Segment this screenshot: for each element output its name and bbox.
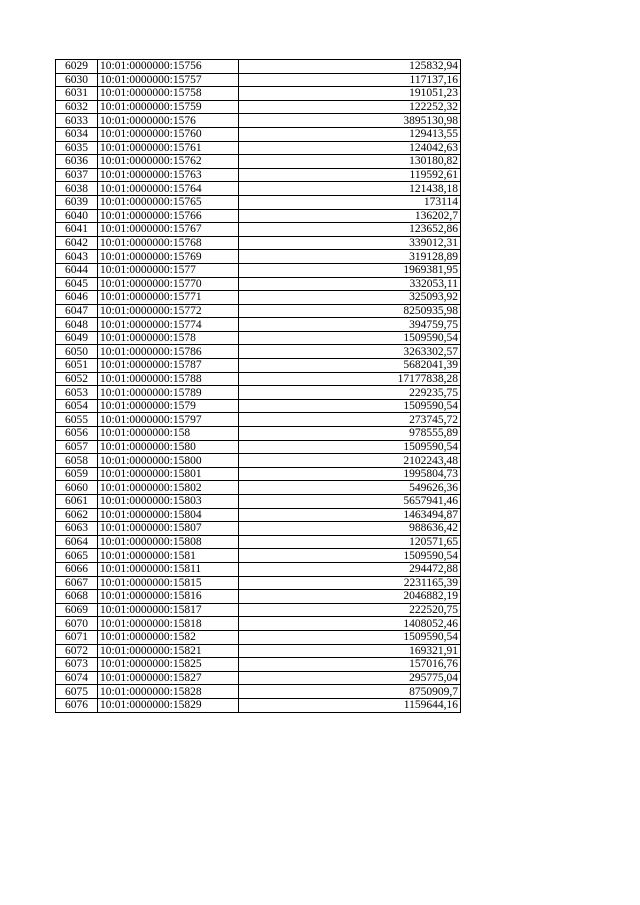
row-number-cell: 6048 bbox=[56, 318, 98, 332]
row-number-cell: 6065 bbox=[56, 549, 98, 563]
cadastral-number-cell: 10:01:0000000:15768 bbox=[98, 236, 239, 250]
table-row bbox=[56, 277, 461, 291]
cadastral-value-cell: 1509590,54 bbox=[239, 549, 461, 563]
cadastral-number-cell: 10:01:0000000:15770 bbox=[98, 277, 239, 291]
cadastral-number-cell: 10:01:0000000:15827 bbox=[98, 671, 239, 685]
row-number-cell: 6045 bbox=[56, 277, 98, 291]
cadastral-value-cell: 273745,72 bbox=[239, 413, 461, 427]
cadastral-number-cell: 10:01:0000000:15786 bbox=[98, 345, 239, 359]
cadastral-value-cell: 1463494,87 bbox=[239, 508, 461, 522]
cadastral-number-cell: 10:01:0000000:15767 bbox=[98, 223, 239, 237]
cadastral-value-cell: 3895130,98 bbox=[239, 114, 461, 128]
row-number-cell: 6047 bbox=[56, 304, 98, 318]
cadastral-number-cell: 10:01:0000000:1580 bbox=[98, 440, 239, 454]
cadastral-number-cell: 10:01:0000000:15818 bbox=[98, 617, 239, 631]
cadastral-number-cell: 10:01:0000000:15802 bbox=[98, 481, 239, 495]
row-number-cell: 6051 bbox=[56, 359, 98, 373]
row-number-cell: 6053 bbox=[56, 386, 98, 400]
table-row bbox=[56, 617, 461, 631]
table-row bbox=[56, 467, 461, 481]
row-number-cell: 6072 bbox=[56, 644, 98, 658]
cadastral-number-cell: 10:01:0000000:15756 bbox=[98, 60, 239, 74]
cadastral-value-cell: 2102243,48 bbox=[239, 454, 461, 468]
row-number-cell: 6061 bbox=[56, 495, 98, 509]
cadastral-value-cell: 319128,89 bbox=[239, 250, 461, 264]
cadastral-number-cell: 10:01:0000000:15764 bbox=[98, 182, 239, 196]
cadastral-number-cell: 10:01:0000000:15762 bbox=[98, 155, 239, 169]
table-row bbox=[56, 359, 461, 373]
row-number-cell: 6036 bbox=[56, 155, 98, 169]
row-number-cell: 6049 bbox=[56, 331, 98, 345]
cadastral-number-cell: 10:01:0000000:15774 bbox=[98, 318, 239, 332]
row-number-cell: 6039 bbox=[56, 195, 98, 209]
cadastral-number-cell: 10:01:0000000:15760 bbox=[98, 127, 239, 141]
cadastral-number-cell: 10:01:0000000:15804 bbox=[98, 508, 239, 522]
cadastral-value-cell: 5657941,46 bbox=[239, 495, 461, 509]
cadastral-value-cell: 2046882,19 bbox=[239, 590, 461, 604]
row-number-cell: 6037 bbox=[56, 168, 98, 182]
table-row bbox=[56, 630, 461, 644]
row-number-cell: 6074 bbox=[56, 671, 98, 685]
cadastral-number-cell: 10:01:0000000:15771 bbox=[98, 291, 239, 305]
cadastral-number-cell: 10:01:0000000:15811 bbox=[98, 562, 239, 576]
table-row bbox=[56, 100, 461, 114]
table-row bbox=[56, 562, 461, 576]
row-number-cell: 6063 bbox=[56, 522, 98, 536]
table-row bbox=[56, 671, 461, 685]
table-row bbox=[56, 141, 461, 155]
cadastral-value-cell: 3263302,57 bbox=[239, 345, 461, 359]
cadastral-value-cell: 1509590,54 bbox=[239, 440, 461, 454]
cadastral-number-cell: 10:01:0000000:15765 bbox=[98, 195, 239, 209]
row-number-cell: 6057 bbox=[56, 440, 98, 454]
row-number-cell: 6038 bbox=[56, 182, 98, 196]
row-number-cell: 6054 bbox=[56, 399, 98, 413]
table-row bbox=[56, 372, 461, 386]
cadastral-value-cell: 5682041,39 bbox=[239, 359, 461, 373]
cadastral-value-cell: 191051,23 bbox=[239, 87, 461, 101]
row-number-cell: 6076 bbox=[56, 698, 98, 712]
row-number-cell: 6046 bbox=[56, 291, 98, 305]
table-row bbox=[56, 658, 461, 672]
cadastral-number-cell: 10:01:0000000:15769 bbox=[98, 250, 239, 264]
cadastral-value-table bbox=[55, 59, 461, 713]
table-row bbox=[56, 440, 461, 454]
cadastral-number-cell: 10:01:0000000:15815 bbox=[98, 576, 239, 590]
row-number-cell: 6067 bbox=[56, 576, 98, 590]
table-row bbox=[56, 182, 461, 196]
cadastral-number-cell: 10:01:0000000:15761 bbox=[98, 141, 239, 155]
cadastral-number-cell: 10:01:0000000:15772 bbox=[98, 304, 239, 318]
cadastral-value-cell: 978555,89 bbox=[239, 427, 461, 441]
cadastral-value-cell: 17177838,28 bbox=[239, 372, 461, 386]
row-number-cell: 6030 bbox=[56, 73, 98, 87]
cadastral-value-cell: 119592,61 bbox=[239, 168, 461, 182]
cadastral-value-cell: 125832,94 bbox=[239, 60, 461, 74]
row-number-cell: 6068 bbox=[56, 590, 98, 604]
row-number-cell: 6052 bbox=[56, 372, 98, 386]
row-number-cell: 6071 bbox=[56, 630, 98, 644]
table-row bbox=[56, 291, 461, 305]
row-number-cell: 6066 bbox=[56, 562, 98, 576]
cadastral-value-cell: 130180,82 bbox=[239, 155, 461, 169]
table-row bbox=[56, 685, 461, 699]
cadastral-number-cell: 10:01:0000000:15829 bbox=[98, 698, 239, 712]
table-row bbox=[56, 236, 461, 250]
table-row bbox=[56, 318, 461, 332]
row-number-cell: 6056 bbox=[56, 427, 98, 441]
cadastral-number-cell: 10:01:0000000:15808 bbox=[98, 535, 239, 549]
cadastral-value-cell: 339012,31 bbox=[239, 236, 461, 250]
cadastral-value-cell: 294472,88 bbox=[239, 562, 461, 576]
cadastral-number-cell: 10:01:0000000:1576 bbox=[98, 114, 239, 128]
cadastral-number-cell: 10:01:0000000:15821 bbox=[98, 644, 239, 658]
row-number-cell: 6060 bbox=[56, 481, 98, 495]
cadastral-number-cell: 10:01:0000000:15828 bbox=[98, 685, 239, 699]
table-row bbox=[56, 331, 461, 345]
row-number-cell: 6062 bbox=[56, 508, 98, 522]
cadastral-value-cell: 1969381,95 bbox=[239, 263, 461, 277]
cadastral-value-cell: 122252,32 bbox=[239, 100, 461, 114]
table-row bbox=[56, 454, 461, 468]
cadastral-number-cell: 10:01:0000000:15817 bbox=[98, 603, 239, 617]
table-row bbox=[56, 345, 461, 359]
cadastral-value-cell: 173114 bbox=[239, 195, 461, 209]
row-number-cell: 6033 bbox=[56, 114, 98, 128]
cadastral-value-cell: 1159644,16 bbox=[239, 698, 461, 712]
cadastral-value-cell: 117137,16 bbox=[239, 73, 461, 87]
table-row bbox=[56, 549, 461, 563]
cadastral-number-cell: 10:01:0000000:15788 bbox=[98, 372, 239, 386]
cadastral-value-cell: 295775,04 bbox=[239, 671, 461, 685]
row-number-cell: 6032 bbox=[56, 100, 98, 114]
row-number-cell: 6041 bbox=[56, 223, 98, 237]
table-row bbox=[56, 644, 461, 658]
table-row bbox=[56, 250, 461, 264]
table-row bbox=[56, 209, 461, 223]
cadastral-number-cell: 10:01:0000000:15787 bbox=[98, 359, 239, 373]
cadastral-value-cell: 2231165,39 bbox=[239, 576, 461, 590]
cadastral-value-cell: 1509590,54 bbox=[239, 630, 461, 644]
cadastral-value-cell: 1509590,54 bbox=[239, 399, 461, 413]
cadastral-value-cell: 222520,75 bbox=[239, 603, 461, 617]
table-row bbox=[56, 304, 461, 318]
cadastral-value-cell: 8750909,7 bbox=[239, 685, 461, 699]
table-row bbox=[56, 195, 461, 209]
table-row bbox=[56, 508, 461, 522]
cadastral-number-cell: 10:01:0000000:15816 bbox=[98, 590, 239, 604]
cadastral-number-cell: 10:01:0000000:1578 bbox=[98, 331, 239, 345]
row-number-cell: 6031 bbox=[56, 87, 98, 101]
row-number-cell: 6059 bbox=[56, 467, 98, 481]
row-number-cell: 6064 bbox=[56, 535, 98, 549]
table-row bbox=[56, 223, 461, 237]
document-sheet bbox=[55, 59, 461, 713]
row-number-cell: 6035 bbox=[56, 141, 98, 155]
row-number-cell: 6034 bbox=[56, 127, 98, 141]
table-row bbox=[56, 603, 461, 617]
cadastral-number-cell: 10:01:0000000:15766 bbox=[98, 209, 239, 223]
table-row bbox=[56, 522, 461, 536]
cadastral-value-cell: 124042,63 bbox=[239, 141, 461, 155]
cadastral-number-cell: 10:01:0000000:158 bbox=[98, 427, 239, 441]
cadastral-value-cell: 325093,92 bbox=[239, 291, 461, 305]
row-number-cell: 6070 bbox=[56, 617, 98, 631]
table-row bbox=[56, 127, 461, 141]
table-row bbox=[56, 413, 461, 427]
cadastral-value-cell: 1509590,54 bbox=[239, 331, 461, 345]
cadastral-value-cell: 121438,18 bbox=[239, 182, 461, 196]
cadastral-number-cell: 10:01:0000000:15759 bbox=[98, 100, 239, 114]
cadastral-number-cell: 10:01:0000000:1577 bbox=[98, 263, 239, 277]
cadastral-value-cell: 394759,75 bbox=[239, 318, 461, 332]
table-row bbox=[56, 535, 461, 549]
table-row bbox=[56, 87, 461, 101]
table-row bbox=[56, 495, 461, 509]
table-row bbox=[56, 698, 461, 712]
cadastral-number-cell: 10:01:0000000:15763 bbox=[98, 168, 239, 182]
cadastral-value-cell: 8250935,98 bbox=[239, 304, 461, 318]
cadastral-number-cell: 10:01:0000000:1582 bbox=[98, 630, 239, 644]
cadastral-number-cell: 10:01:0000000:15797 bbox=[98, 413, 239, 427]
cadastral-number-cell: 10:01:0000000:15757 bbox=[98, 73, 239, 87]
row-number-cell: 6058 bbox=[56, 454, 98, 468]
table-row bbox=[56, 481, 461, 495]
table-row bbox=[56, 73, 461, 87]
table-row bbox=[56, 427, 461, 441]
cadastral-number-cell: 10:01:0000000:1581 bbox=[98, 549, 239, 563]
cadastral-value-cell: 332053,11 bbox=[239, 277, 461, 291]
table-row bbox=[56, 60, 461, 74]
row-number-cell: 6029 bbox=[56, 60, 98, 74]
cadastral-number-cell: 10:01:0000000:15803 bbox=[98, 495, 239, 509]
row-number-cell: 6042 bbox=[56, 236, 98, 250]
cadastral-value-cell: 169321,91 bbox=[239, 644, 461, 658]
cadastral-value-cell: 549626,36 bbox=[239, 481, 461, 495]
table-row bbox=[56, 263, 461, 277]
cadastral-value-cell: 136202,7 bbox=[239, 209, 461, 223]
cadastral-value-cell: 157016,76 bbox=[239, 658, 461, 672]
cadastral-number-cell: 10:01:0000000:15789 bbox=[98, 386, 239, 400]
row-number-cell: 6075 bbox=[56, 685, 98, 699]
row-number-cell: 6073 bbox=[56, 658, 98, 672]
table-row bbox=[56, 155, 461, 169]
row-number-cell: 6055 bbox=[56, 413, 98, 427]
cadastral-number-cell: 10:01:0000000:15800 bbox=[98, 454, 239, 468]
cadastral-number-cell: 10:01:0000000:15825 bbox=[98, 658, 239, 672]
row-number-cell: 6069 bbox=[56, 603, 98, 617]
table-body bbox=[56, 60, 461, 713]
table-row bbox=[56, 386, 461, 400]
row-number-cell: 6044 bbox=[56, 263, 98, 277]
cadastral-number-cell: 10:01:0000000:15807 bbox=[98, 522, 239, 536]
cadastral-value-cell: 988636,42 bbox=[239, 522, 461, 536]
cadastral-value-cell: 229235,75 bbox=[239, 386, 461, 400]
table-row bbox=[56, 399, 461, 413]
cadastral-value-cell: 123652,86 bbox=[239, 223, 461, 237]
cadastral-number-cell: 10:01:0000000:15801 bbox=[98, 467, 239, 481]
cadastral-value-cell: 120571,65 bbox=[239, 535, 461, 549]
cadastral-number-cell: 10:01:0000000:1579 bbox=[98, 399, 239, 413]
table-row bbox=[56, 576, 461, 590]
row-number-cell: 6040 bbox=[56, 209, 98, 223]
cadastral-value-cell: 1408052,46 bbox=[239, 617, 461, 631]
cadastral-number-cell: 10:01:0000000:15758 bbox=[98, 87, 239, 101]
row-number-cell: 6050 bbox=[56, 345, 98, 359]
cadastral-value-cell: 1995804,73 bbox=[239, 467, 461, 481]
table-row bbox=[56, 590, 461, 604]
table-row bbox=[56, 114, 461, 128]
table-row bbox=[56, 168, 461, 182]
cadastral-value-cell: 129413,55 bbox=[239, 127, 461, 141]
row-number-cell: 6043 bbox=[56, 250, 98, 264]
